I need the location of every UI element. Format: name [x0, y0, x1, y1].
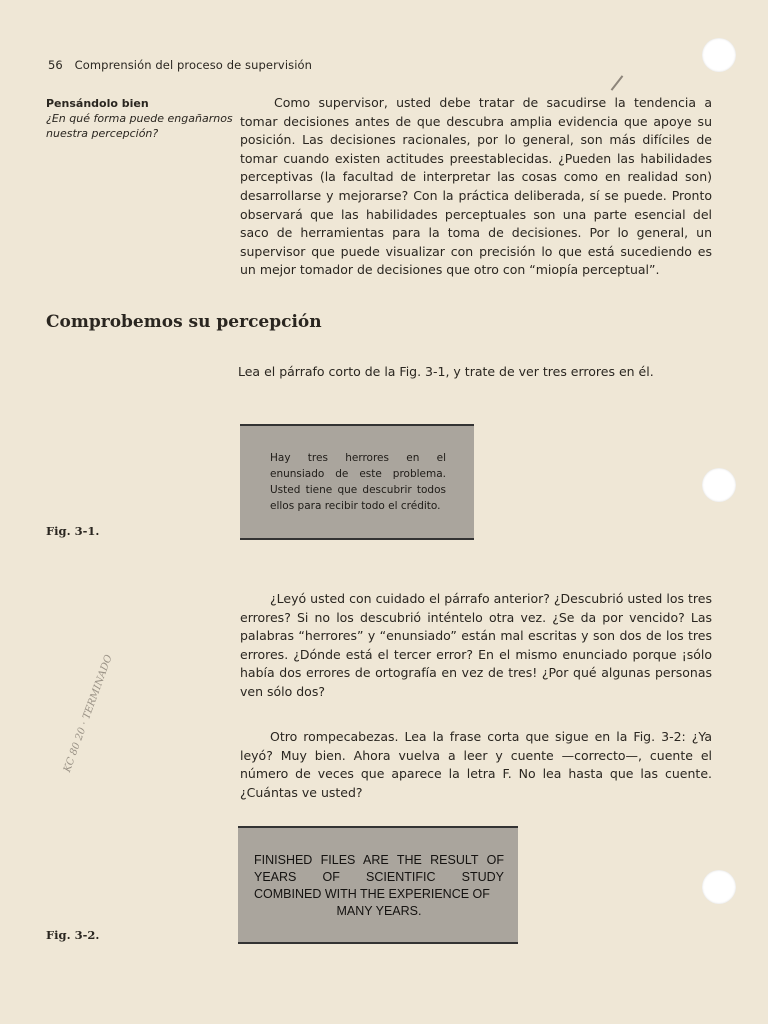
- puzzle-paragraph: Otro rompecabezas. Lea la frase corta que sigue en la Fig. 3-2: ¿Ya leyó? Muy bien. Ahora vuelva a leer y cuente —correcto—, cuente el número de veces que aparece la letra F. No lea hasta que las cuente. ¿Cuántas ve usted?: [240, 729, 712, 800]
- binder-hole-bottom: [702, 870, 736, 904]
- figure-3-2-text-main: FINISHED FILES ARE THE RESULT OF YEARS OF SCIENTIFIC STUDY COMBINED WITH THE EXPERIENCE OF: [254, 853, 504, 901]
- pencil-mark: [611, 75, 624, 90]
- section-title: Comprobemos su percepción: [46, 312, 322, 332]
- figure-3-2-label: Fig. 3-2.: [46, 928, 100, 942]
- figure-3-1-text: Hay tres herrores en el enunsiado de este problema. Usted tiene que descubrir todos ellos para recibir todo el crédito.: [270, 452, 446, 512]
- instruction-paragraph: Lea el párrafo corto de la Fig. 3-1, y trate de ver tres errores en él.: [238, 364, 654, 379]
- figure-3-2-box: [238, 826, 518, 944]
- figure-3-2-text: [254, 852, 504, 920]
- figure-3-1-box: [240, 424, 474, 540]
- handwritten-note: KC 80 20 · TERMINADO: [62, 653, 115, 774]
- intro-paragraph: Como supervisor, usted debe tratar de sacudirse la tendencia a tomar decisiones antes de que descubra amplia evidencia que apoye su posición. Las decisiones racionales, por lo general, son más difíciles de tomar cuando existen actitudes preestablecidas. ¿Pueden las habilidades perceptivas (la facultad de interpretar las cosas como en realidad son) desarrollarse y mejorarse? Con la práctica deliberada, sí se puede. Pronto observará que las habilidades perceptuales son una parte esencial del saco de herramientas para la toma de decisiones. Por lo general, un supervisor que puede visualizar con precisión lo que está sucediendo es un mejor tomador de decisiones que otro con “miopía perceptual”.: [240, 95, 712, 278]
- margin-note: [46, 96, 236, 141]
- binder-hole-top: [702, 38, 736, 72]
- page-number: 56: [48, 58, 63, 72]
- page-header: [48, 58, 312, 72]
- figure-3-1-label: Fig. 3-1.: [46, 524, 100, 538]
- running-title: Comprensión del proceso de supervisión: [74, 58, 313, 72]
- binder-hole-middle: [702, 468, 736, 502]
- margin-note-title: Pensándolo bien: [46, 97, 149, 110]
- explanation-paragraph: ¿Leyó usted con cuidado el párrafo anterior? ¿Descubrió usted los tres errores? Si no los descubrió inténtelo otra vez. ¿Se da por vencido? Las palabras “herrores” y “enunsiado” están mal escritas y son dos de los tres errores. ¿Dónde está el tercer error? En el mismo enunciado porque ¡sólo había dos errores de ortografía en vez de tres! ¿Por qué algunas personas ven sólo dos?: [240, 591, 712, 699]
- margin-note-body: ¿En qué forma puede engañarnos nuestra percepción?: [46, 112, 233, 140]
- figure-3-2-text-last: MANY YEARS.: [336, 904, 422, 918]
